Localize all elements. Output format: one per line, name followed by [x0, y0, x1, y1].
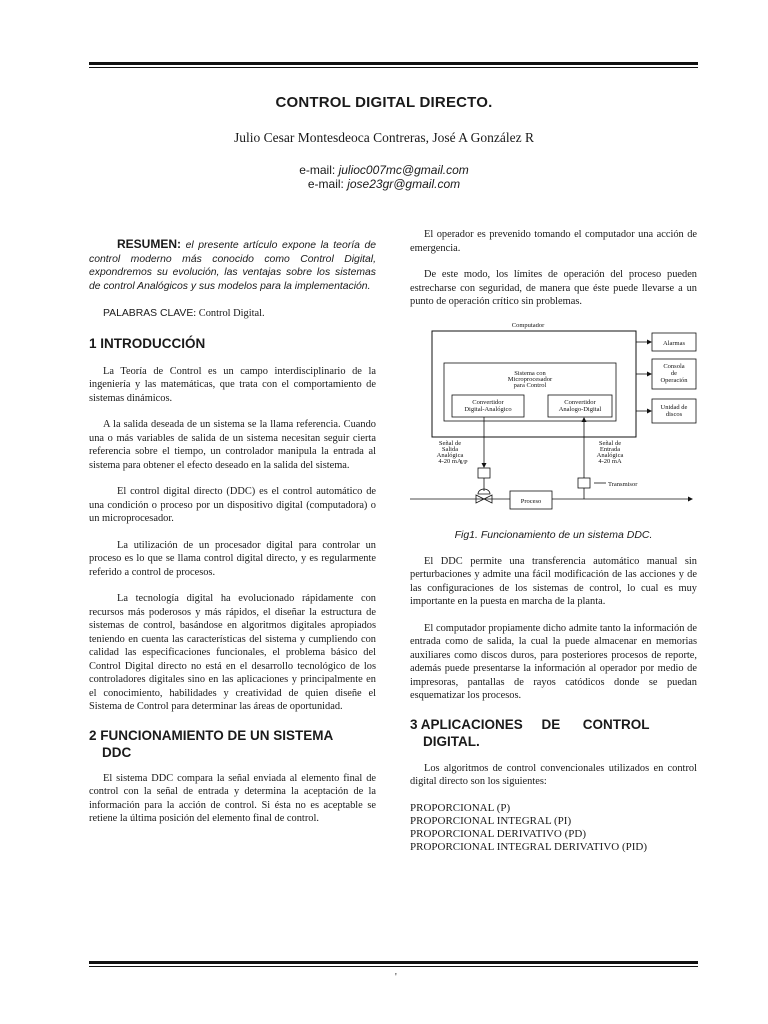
- convertidor-da-label-2: Digital-Analógico: [464, 405, 512, 413]
- figure-caption: Fig1. Funcionamiento de un sistema DDC.: [454, 528, 653, 541]
- unidad-label-1: Unidad de: [660, 403, 688, 411]
- convertidor-da-label-1: Convertidor: [472, 398, 504, 406]
- paragraph: El DDC permite una transferencia automático manual sin perturbaciones y admite una fácil modificación de las acciones y de las configuraciones de los sistemas de control, lo cual es muy importante en la puesta en marcha de la planta.: [410, 555, 697, 607]
- section-heading-intro: 1 INTRODUCCIÓN: [89, 335, 206, 351]
- left-column: [89, 238, 376, 826]
- list-item: PROPORCIONAL DERIVATIVO (PD): [410, 827, 587, 840]
- unidad-label-2: discos: [665, 410, 683, 418]
- paragraph: El control digital directo (DDC) es el control automático de una condición o proceso por un dispositivo digital (computadora) o un microprocesador.: [89, 486, 376, 524]
- ddc-diagram-svg: [410, 323, 697, 518]
- senal-entrada-label-2: Entrada: [599, 445, 621, 453]
- section-heading-funcionamiento: 2 FUNCIONAMIENTO DE UN SISTEMA DDC: [89, 727, 334, 760]
- figure-ddc-diagram: [410, 323, 697, 541]
- right-column: [410, 228, 697, 854]
- alarmas-label: Alarmas: [662, 339, 686, 347]
- author-email-2: e-mail: jose23gr@gmail.com: [307, 177, 461, 191]
- paragraph: El sistema DDC compara la señal enviada al elemento final de control con la señal de entrada y determina la aceptación de la información para la acción de control. Si ésta no es aceptable se retiene la última posición del elemento final de control.: [89, 772, 376, 824]
- sistema-label-2: Microprocesador: [507, 375, 553, 383]
- ip-label: I/P: [460, 458, 468, 466]
- senal-salida-label-4: 4-20 mA: [438, 457, 462, 465]
- sistema-label-3: para Control: [513, 381, 547, 389]
- footer-rule-thin: [89, 966, 698, 967]
- paragraph: El computador propiamente dicho admite tanto la información de entrada como de salida, la cual la puede almacenar en memorias auxiliares como discos duros, para posteriores procesos de reporte, además puede presentarse la información al operador por medio de impresoras, pantallas de rayos catódicos donde se puedan esquematizar los procesos.: [410, 622, 697, 701]
- convertidor-ad-label-1: Convertidor: [564, 398, 596, 406]
- email-address[interactable]: jose23gr@gmail.com: [347, 177, 461, 191]
- keywords: [89, 307, 376, 321]
- senal-salida-label-2: Salida: [441, 445, 459, 453]
- algorithm-list: [410, 802, 697, 854]
- page-mark: ': [395, 972, 397, 983]
- paragraph: La utilización de un procesador digital para controlar un proceso es lo que se llama control digital directo, y es regularmente referido a control de procesos.: [89, 539, 376, 578]
- paragraph: A la salida deseada de un sistema se la llama referencia. Cuando una o más variables de salida de un sistema necesitan seguir cierta referencia sobre el tiempo, un controlador manipula la entrada al sistema para obtener el efecto deseado en la salida del sistema.: [89, 419, 376, 471]
- paragraph: Los algoritmos de control convencionales utilizados en control digital directo son los siguientes:: [410, 762, 697, 787]
- abstract-label: RESUMEN:: [117, 237, 182, 251]
- senal-entrada-label-1: Señal de: [598, 439, 622, 447]
- author-email-1: e-mail: julioc007mc@gmail.com: [299, 163, 469, 177]
- proceso-label: Proceso: [520, 497, 542, 505]
- paragraph: De este modo, los límites de operación del proceso pueden estrecharse con seguridad, de manera que éste puede llevarse a un punto de operación crítico sin problemas.: [410, 269, 697, 307]
- paragraph: La tecnología digital ha evolucionado rápidamente con recursos más poderosos y más rápidos, el diseñar la estructura de sistemas de control, basándose en algoritmos digitales apropiados teniendo en cuenta las características del sistema y cumpliendo con calidad las especificaciones funcionales, el problema básico del Control Digital directo no está en el desarrollo tecnológico de los controladores digitales sino en las aplicaciones y principalmente en el conocimiento, habilidades y creatividad de quien diseñe el Sistema de Control para determinar las áreas de oportunidad.: [89, 593, 376, 712]
- paper-title: CONTROL DIGITAL DIRECTO.: [275, 94, 493, 111]
- ip-converter-box: [478, 468, 490, 478]
- convertidor-ad-label-2: Analogo-Digital: [558, 405, 602, 413]
- consola-label-2: de: [670, 369, 678, 377]
- abstract: [89, 238, 376, 293]
- header-rule-thick: [89, 62, 698, 65]
- senal-entrada-label-3: Analógica: [596, 451, 624, 459]
- list-item: PROPORCIONAL INTEGRAL DERIVATIVO (PID): [410, 840, 648, 853]
- section-heading-aplicaciones: 3 APLICACIONES DE CONTROL DIGITAL.: [410, 716, 650, 749]
- consola-label-1: Consola: [663, 362, 685, 370]
- abstract-text: el presente artículo expone la teoría de control moderno más conocido como Control Digital, expondremos su evolución, las ventajas sobre los sistemas de control Analógicos y sus modelos para la implementación.: [89, 240, 376, 292]
- list-item: PROPORCIONAL INTEGRAL (PI): [410, 814, 572, 827]
- paper-authors: Julio Cesar Montesdeoca Contreras, José A González R: [234, 130, 534, 145]
- consola-label-3: Operación: [660, 376, 688, 384]
- header-rule-thin: [89, 67, 698, 68]
- paragraph: La Teoría de Control es un campo interdisciplinario de la ingeniería y las matemáticas, que trata con el comportamiento de sistemas dinámicos.: [89, 365, 376, 404]
- computador-label: Computador: [511, 322, 545, 329]
- transmisor-box: [578, 478, 590, 488]
- footer-rule-thick: [89, 961, 698, 964]
- senal-salida-label-1: Señal de: [438, 439, 462, 447]
- senal-entrada-label-4: 4-20 mA: [598, 457, 622, 465]
- email-address[interactable]: julioc007mc@gmail.com: [338, 163, 469, 177]
- keywords-label: PALABRAS CLAVE: [103, 308, 194, 319]
- peripheral-arrows: [636, 339, 652, 413]
- keywords-text: : Control Digital.: [193, 308, 265, 319]
- list-item: PROPORCIONAL (P): [410, 801, 511, 814]
- senal-salida-label-3: Analógica: [436, 451, 464, 459]
- transmisor-label: Transmisor: [608, 480, 638, 488]
- paragraph: El operador es prevenido tomando el computador una acción de emergencia.: [410, 229, 697, 254]
- sistema-label-1: Sistema con: [514, 369, 546, 377]
